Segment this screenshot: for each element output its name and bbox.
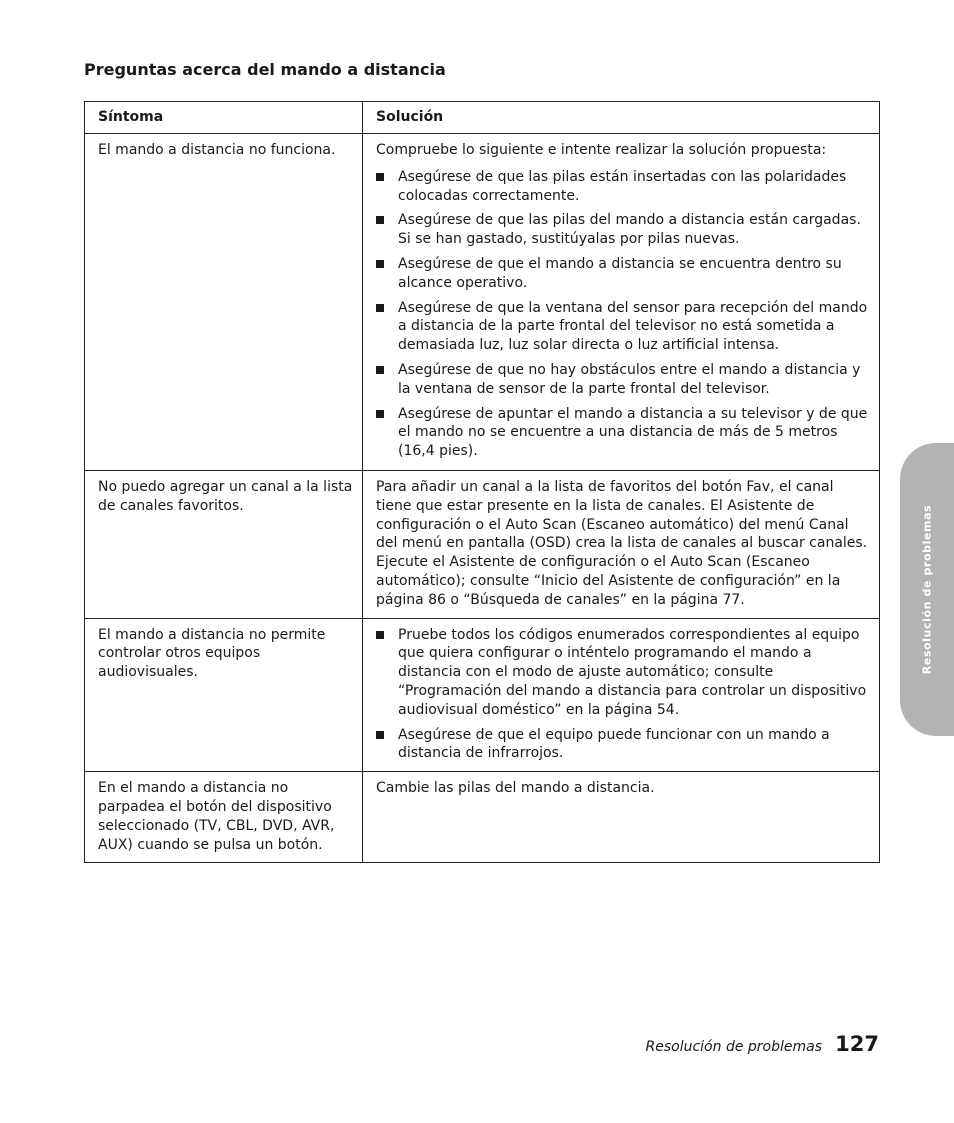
solution-cell: Cambie las pilas del mando a distancia. bbox=[363, 772, 880, 863]
list-item: Asegúrese de que el mando a distancia se encuentra dentro su alcance operativo. bbox=[376, 255, 871, 293]
column-header-solution: Solución bbox=[363, 102, 880, 134]
list-item: Asegúrese de que no hay obstáculos entre el mando a distancia y la ventana de sensor de la parte frontal del televisor. bbox=[376, 361, 871, 399]
table-row bbox=[85, 134, 880, 471]
column-header-symptom: Síntoma bbox=[85, 102, 363, 134]
chapter-side-tab bbox=[900, 443, 954, 736]
footer-section-name: Resolución de problemas bbox=[645, 1039, 822, 1055]
chapter-side-tab-label-wrap bbox=[900, 443, 954, 736]
list-item: Asegúrese de que las pilas están insertadas con las polaridades colocadas correctamente. bbox=[376, 168, 871, 206]
solution-intro: Compruebe lo siguiente e intente realizar la solución propuesta: bbox=[376, 142, 827, 158]
list-item: Pruebe todos los códigos enumerados correspondientes al equipo que quiera configurar o inténtelo programando el mando a distancia con el modo de ajuste automático; consulte “Programación del mando a distancia para controlar un dispositivo audiovisual doméstico” en la página 54. bbox=[376, 626, 871, 720]
section-title: Preguntas acerca del mando a distancia bbox=[84, 60, 446, 79]
troubleshooting-table bbox=[84, 101, 880, 863]
table-row bbox=[85, 772, 880, 863]
bullet-square-icon bbox=[376, 216, 384, 224]
bullet-square-icon bbox=[376, 304, 384, 312]
page-number: 127 bbox=[835, 1032, 879, 1056]
symptom-cell: El mando a distancia no permite controlar otros equipos audiovisuales. bbox=[85, 618, 363, 772]
solution-list bbox=[376, 626, 871, 764]
table-row bbox=[85, 471, 880, 619]
symptom-cell: En el mando a distancia no parpadea el botón del dispositivo seleccionado (TV, CBL, DVD, AVR, AUX) cuando se pulsa un botón. bbox=[85, 772, 363, 863]
symptom-cell: No puedo agregar un canal a la lista de canales favoritos. bbox=[85, 471, 363, 619]
table-row bbox=[85, 618, 880, 772]
chapter-side-tab-label: Resolución de problemas bbox=[920, 504, 934, 675]
list-item: Asegúrese de apuntar el mando a distancia a su televisor y de que el mando no se encuentre a una distancia de más de 5 metros (16,4 pies). bbox=[376, 405, 871, 461]
bullet-square-icon bbox=[376, 260, 384, 268]
bullet-square-icon bbox=[376, 410, 384, 418]
solution-list bbox=[376, 168, 871, 461]
bullet-square-icon bbox=[376, 631, 384, 639]
solution-cell bbox=[363, 618, 880, 772]
symptom-cell: El mando a distancia no funciona. bbox=[85, 134, 363, 471]
list-item: Asegúrese de que el equipo puede funcionar con un mando a distancia de infrarrojos. bbox=[376, 726, 871, 764]
list-item: Asegúrese de que la ventana del sensor para recepción del mando a distancia de la parte frontal del televisor no está sometida a demasiada luz, luz solar directa o luz artificial intensa. bbox=[376, 299, 871, 355]
list-item: Asegúrese de que las pilas del mando a distancia están cargadas. Si se han gastado, sustitúyalas por pilas nuevas. bbox=[376, 211, 871, 249]
solution-cell bbox=[363, 134, 880, 471]
solution-cell: Para añadir un canal a la lista de favoritos del botón Fav, el canal tiene que estar presente en la lista de canales. El Asistente de configuración o el Auto Scan (Escaneo automático) del menú Canal del menú en pantalla (OSD) crea la lista de canales al buscar canales. Ejecute el Asistente de configuración o el Auto Scan (Escaneo automático); consulte “Inicio del Asistente de configuración” en la página 86 o “Búsqueda de canales” en la página 77. bbox=[363, 471, 880, 619]
bullet-square-icon bbox=[376, 173, 384, 181]
bullet-square-icon bbox=[376, 731, 384, 739]
table-header-row bbox=[85, 102, 880, 134]
bullet-square-icon bbox=[376, 366, 384, 374]
